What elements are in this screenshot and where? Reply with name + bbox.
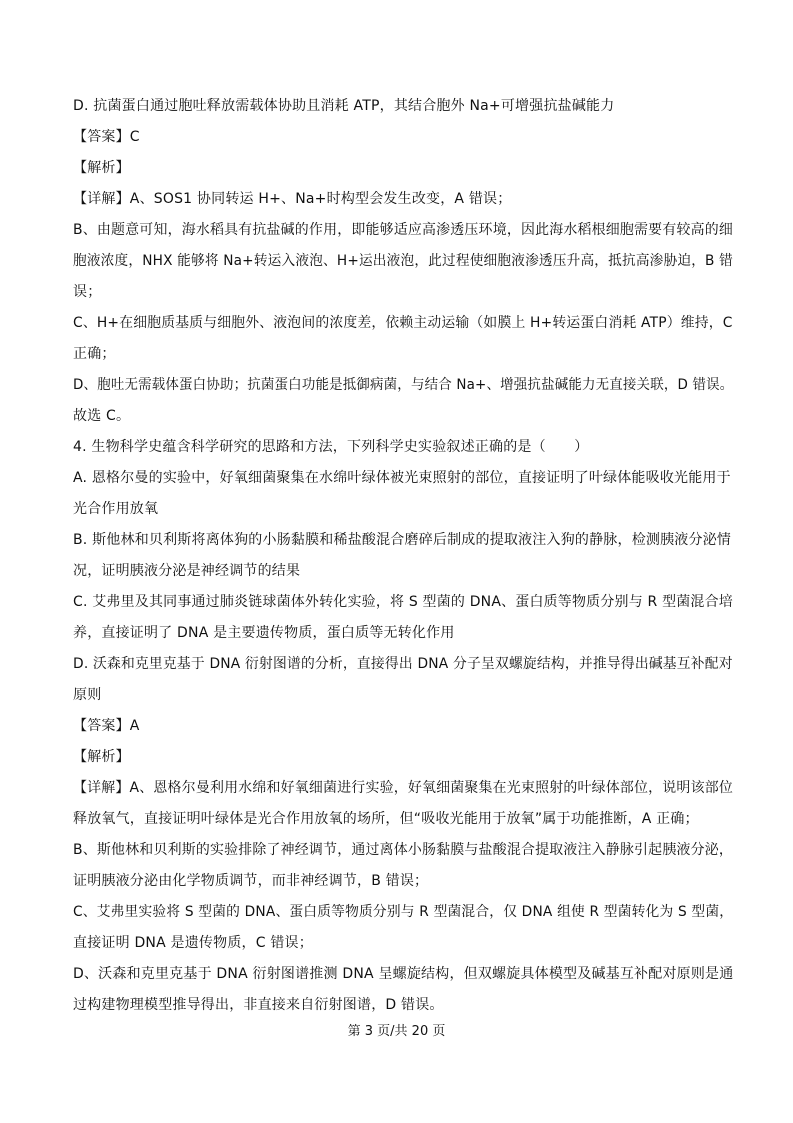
option-a-line-1: A. 恩格尔曼的实验中，好氧细菌聚集在水绵叶绿体被光束照射的部位，直接证明了叶绿体能吸收光能用于 (73, 470, 731, 486)
answer-line-2: 【答案】A (73, 718, 140, 734)
text-line-5: B、由题意可知，海水稻具有抗盐碱的作用，即能够适应高渗透压环境，因此海水稻根细胞需要有较高的细 (73, 222, 734, 238)
option-b-line-1: B. 斯他林和贝利斯将离体狗的小肠黏膜和稀盐酸混合磨碎后制成的提取液注入狗的静脉，检测胰液分泌情 (73, 532, 732, 548)
option-a-line-2: 光合作用放氧 (73, 501, 159, 517)
option-d-line-1: D. 沃森和克里克基于 DNA 衍射图谱的分析，直接得出 DNA 分子呈双螺旋结构，并推导得出碱基互补配对 (73, 656, 733, 672)
text-line-26: 证明胰液分泌由化学物质调节，而非神经调节，B 错误； (73, 873, 429, 889)
text-line-7: 误； (73, 284, 102, 300)
option-c-line-1: C. 艾弗里及其同事通过肺炎链球菌体外转化实验，将 S 型菌的 DNA、蛋白质等物质分别与 R 型菌混合培 (73, 594, 733, 610)
option-c-line-2: 养，直接证明了 DNA 是主要遗传物质，蛋白质等无转化作用 (73, 625, 455, 641)
text-line-11: 故选 C。 (73, 408, 131, 424)
option-b-line-2: 况，证明胰液分泌是神经调节的结果 (73, 563, 301, 579)
text-line-1: D. 抗菌蛋白通过胞吐释放需载体协助且消耗 ATP，其结合胞外 Na+可增强抗盐碱能力 (73, 98, 615, 114)
text-line-29: D、沃森和克里克基于 DNA 衍射图谱推测 DNA 呈螺旋结构，但双螺旋具体模型及碱基互补配对原则是通 (73, 966, 734, 982)
text-line-25: B、斯他林和贝利斯的实验排除了神经调节，通过离体小肠黏膜与盐酸混合提取液注入静脉引起胰液分泌， (73, 842, 734, 858)
page-number-footer: 第 3 页/共 20 页 (347, 1024, 446, 1039)
text-line-24: 释放氧气，直接证明叶绿体是光合作用放氧的场所，但“吸收光能用于放氧”属于功能推断，A 正确； (73, 811, 699, 827)
analysis-label-2: 【解析】 (73, 749, 130, 765)
text-line-4: 【详解】A、SOS1 协同转运 H+、Na+时构型会发生改变，A 错误； (73, 191, 512, 207)
question-stem: 4. 生物科学史蕴含科学研究的思路和方法，下列科学史实验叙述正确的是（ ） (73, 439, 589, 455)
option-d-line-2: 原则 (73, 687, 102, 703)
text-line-10: D、胞吐无需载体蛋白协助；抗菌蛋白功能是抵御病菌，与结合 Na+、增强抗盐碱能力无直接关联，D 错误。 (73, 377, 734, 393)
text-line-9: 正确； (73, 346, 116, 362)
text-line-28: 直接证明 DNA 是遗传物质，C 错误； (73, 935, 313, 951)
text-line-30: 过构建物理模型推导得出，非直接来自衍射图谱，D 错误。 (73, 997, 444, 1013)
text-line-8: C、H+在细胞质基质与细胞外、液泡间的浓度差，依赖主动运输（如膜上 H+转运蛋白消耗 ATP）维持，C (73, 315, 733, 331)
answer-line-1: 【答案】C (73, 129, 140, 145)
text-line-6: 胞液浓度，NHX 能够将 Na+转运入液泡、H+运出液泡，此过程使细胞液渗透压升高，抵抗高渗胁迫，B 错 (73, 253, 733, 269)
analysis-label-1: 【解析】 (73, 160, 130, 176)
text-line-27: C、艾弗里实验将 S 型菌的 DNA、蛋白质等物质分别与 R 型菌混合，仅 DNA 组使 R 型菌转化为 S 型菌， (73, 904, 734, 920)
text-line-23: 【详解】A、恩格尔曼利用水绵和好氧细菌进行实验，好氧细菌聚集在光束照射的叶绿体部位，说明该部位 (73, 780, 733, 796)
